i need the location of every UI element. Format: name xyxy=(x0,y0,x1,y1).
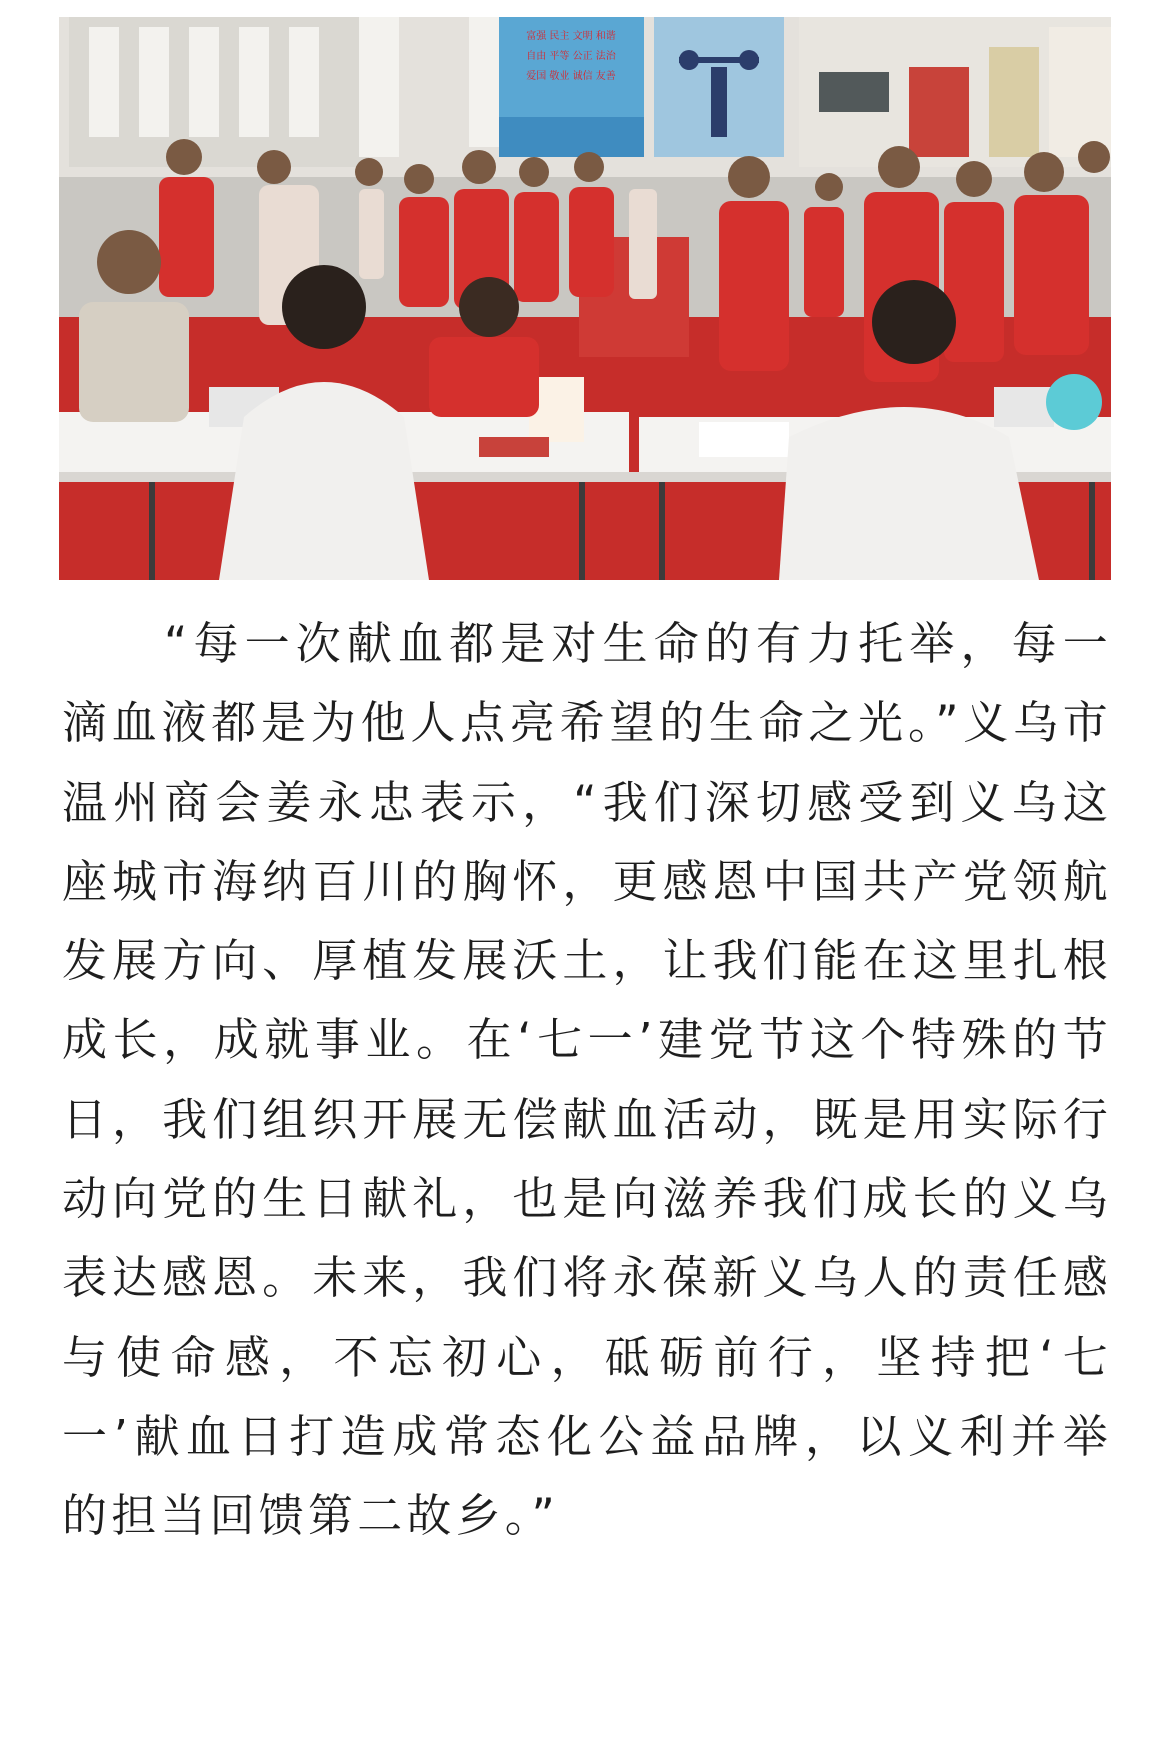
weightlifter-banner xyxy=(654,17,784,157)
article-photo xyxy=(59,17,1111,580)
article-paragraph: “每一次献血都是对生命的有力托举，每一滴血液都是为他人点亮希望的生命之光。”义乌市温州商会姜永忠表示，“我们深切感受到义乌这座城市海纳百川的胸怀，更感恩中国共产党领航发展方向、厚植发展沃土，让我们能在这里扎根成长，成就事业。在‘七一’建党节这个特殊的节日，我们组织开展无偿献血活动，既是用实际行动向党的生日献礼，也是向滋养我们成长的义乌表达感恩。未来，我们将永葆新义乌人的责任感与使命感，不忘初心，砥砺前行，坚持把‘七一’献血日打造成常态化公益品牌，以义利并举的担当回馈第二故乡。” xyxy=(62,617,1112,1543)
banner-text-3: 爱国 敬业 诚信 友善 xyxy=(526,71,616,82)
banner-board xyxy=(499,17,644,157)
banner-text-2: 自由 平等 公正 法治 xyxy=(526,51,616,62)
banner-text-1: 富强 民主 文明 和谐 xyxy=(526,31,616,42)
